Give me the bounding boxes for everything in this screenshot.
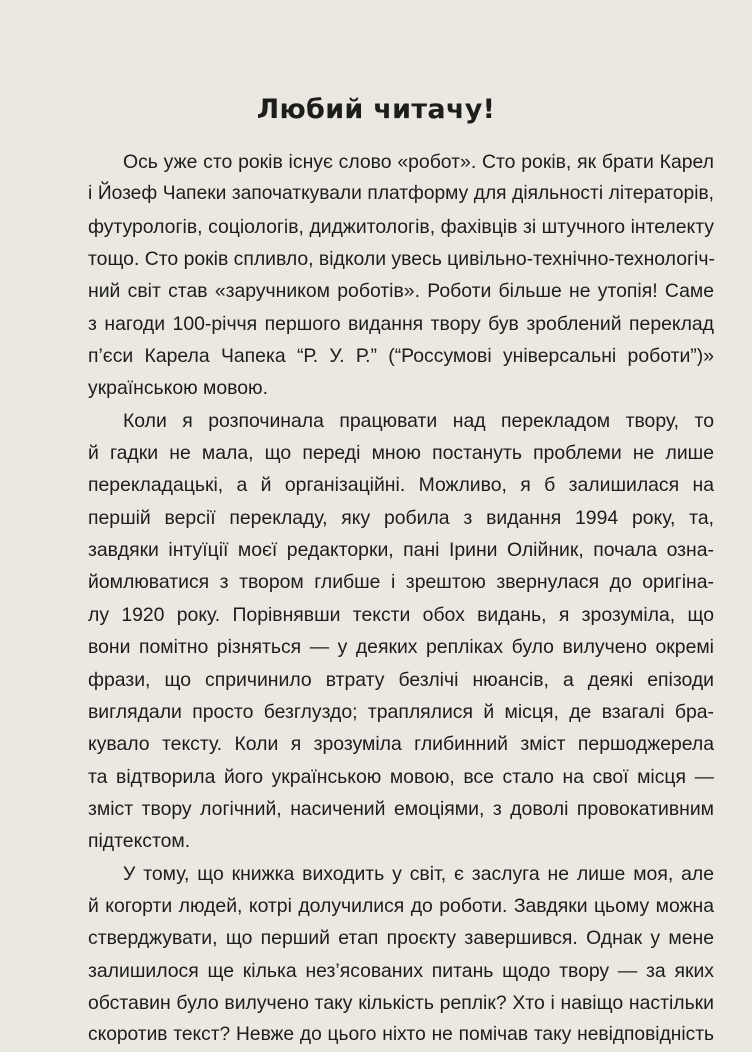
- paragraph-3: [88, 858, 714, 1052]
- text-line: стверджувати, що перший етап проєкту завершився. Однак у мене: [88, 927, 714, 950]
- text-line: скоротив текст? Невже до цього ніхто не помічав таку невідповідність: [88, 1024, 714, 1046]
- text-line: футурологів, соціологів, диджитологів, фахівців зі штучного інтелекту: [88, 215, 714, 238]
- text-line: фрази, що спричинило втрату безлічі нюансів, а деякі епізоди: [88, 668, 714, 691]
- text-line: та відтворила його українською мовою, все стало на свої місця —: [88, 765, 714, 788]
- text-line: і Йозеф Чапеки започаткували платформу для діяльності літераторів,: [88, 183, 714, 205]
- page-title: Любий читачу!: [256, 94, 496, 125]
- text-body: [88, 146, 714, 1052]
- text-line: завдяки інтуїції моєї редакторки, пані Ірини Олійник, почала озна-: [88, 539, 714, 562]
- text-line: Коли я розпочинала працювати над перекладом твору, то: [123, 409, 714, 432]
- text-line: зміст твору логічний, насичений емоціями, з доволі провокативним: [88, 797, 714, 820]
- text-line: виглядали просто безглуздо; траплялися й місця, де взагалі бра-: [88, 700, 714, 723]
- text-line: кувало тексту. Коли я зрозуміла глибинний зміст першоджерела: [88, 733, 714, 756]
- text-line: й когорти людей, котрі долучилися до роботи. Завдяки цьому можна: [88, 894, 714, 917]
- text-line: підтекстом.: [88, 830, 191, 853]
- text-line: У тому, що книжка виходить у світ, є заслуга не лише моя, але: [123, 862, 714, 885]
- text-line: п’єси Карела Чапека “Р. У. Р.” (“Россумові універсальні роботи”)»: [88, 345, 714, 368]
- text-line: перекладацькі, а й організаційні. Можливо, я б залишилася на: [88, 474, 714, 497]
- text-line: вони помітно різняться — у деяких репліках було вилучено окремі: [88, 636, 714, 659]
- text-line: українською мовою.: [88, 377, 268, 400]
- paragraph-1: [88, 146, 714, 405]
- text-line: тощо. Сто років спливло, відколи увесь цивільно-технічно-технологіч-: [88, 248, 715, 271]
- text-line: йомлюватися з твором глибше і зрештою звернулася до оригіна-: [88, 571, 714, 594]
- text-line: першій версії перекладу, яку робила з видання 1994 року, та,: [88, 506, 714, 529]
- paragraph-2: [88, 405, 714, 858]
- text-line: ний світ став «заручником роботів». Роботи більше не утопія! Саме: [88, 280, 714, 303]
- text-line: Ось уже сто років існує слово «робот». Сто років, як брати Карел: [123, 151, 714, 173]
- text-line: й гадки не мала, що переді мною постануть проблеми не лише: [88, 442, 714, 465]
- text-line: з нагоди 100-річчя першого видання твору був зроблений переклад: [88, 312, 714, 335]
- text-line: обставин було вилучено таку кількість реплік? Хто і навіщо настільки: [88, 991, 714, 1014]
- text-line: лу 1920 року. Порівнявши тексти обох видань, я зрозуміла, що: [88, 603, 714, 626]
- text-line: залишилося ще кілька нез’ясованих питань щодо твору — за яких: [88, 959, 714, 982]
